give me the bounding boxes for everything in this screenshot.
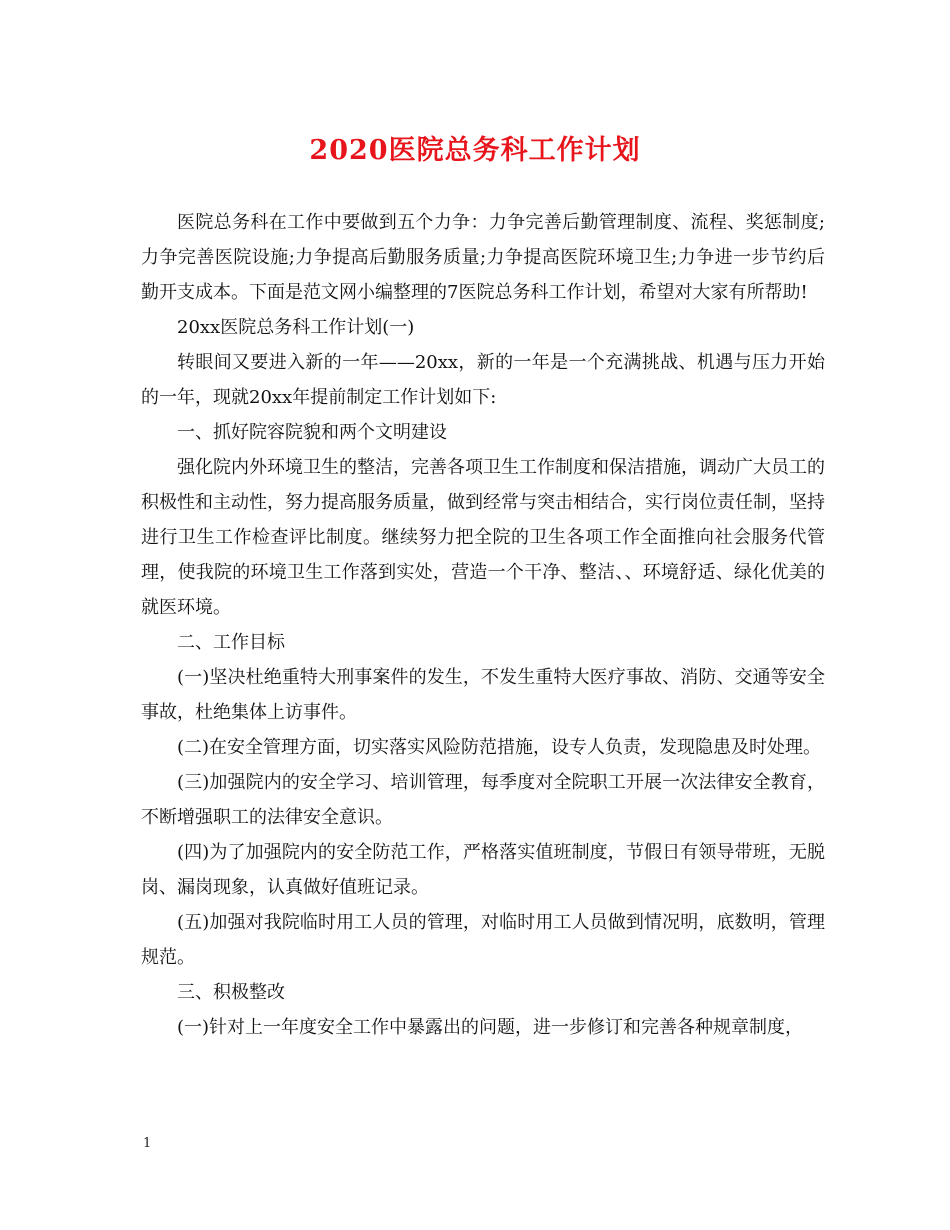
document-body	[141, 205, 825, 1045]
goal-item-3: (三)加强院内的安全学习、培训管理，每季度对全院职工开展一次法律安全教育，不断增强职工的法律安全意识。	[141, 772, 825, 828]
paragraph-new-year: 转眼间又要进入新的一年——20xx，新的一年是一个充满挑战、机遇与压力开始的一年，现就20xx年提前制定工作计划如下:	[141, 352, 825, 408]
rectification-item-1: (一)针对上一年度安全工作中暴露出的问题，进一步修订和完善各种规章制度，	[177, 1017, 804, 1038]
paragraph-plan-heading: 20xx医院总务科工作计划(一)	[177, 317, 415, 338]
goal-item-4: (四)为了加强院内的安全防范工作，严格落实值班制度，节假日有领导带班，无脱岗、漏岗现象，认真做好值班记录。	[141, 842, 825, 898]
paragraph-environment: 强化院内外环境卫生的整洁，完善各项卫生工作制度和保洁措施，调动广大员工的积极性和主动性，努力提高服务质量，做到经常与突击相结合，实行岗位责任制，坚持进行卫生工作检查评比制度。继续努力把全院的卫生各项工作全面推向社会服务代管理，使我院的环境卫生工作落到实处，营造一个干净、整洁、、环境舒适、绿化优美的就医环境。	[141, 457, 825, 618]
section-heading-1: 一、抓好院容院貌和两个文明建设	[177, 422, 447, 443]
page-number: 1	[143, 1136, 152, 1151]
section-heading-2: 二、工作目标	[177, 632, 285, 653]
goal-item-5: (五)加强对我院临时用工人员的管理，对临时用工人员做到情况明，底数明，管理规范。	[141, 912, 825, 968]
document-title: 2020医院总务科工作计划	[309, 135, 641, 166]
section-heading-3: 三、积极整改	[177, 982, 285, 1003]
goal-item-2: (二)在安全管理方面，切实落实风险防范措施，设专人负责，发现隐患及时处理。	[177, 737, 822, 758]
paragraph-intro: 医院总务科在工作中要做到五个力争：力争完善后勤管理制度、流程、奖惩制度;力争完善医院设施;力争提高后勤服务质量;力争提高医院环境卫生;力争进一步节约后勤开支成本。下面是范文网小编整理的7医院总务科工作计划，希望对大家有所帮助!	[141, 212, 825, 303]
goal-item-1: (一)坚决杜绝重特大刑事案件的发生，不发生重特大医疗事故、消防、交通等安全事故，杜绝集体上访事件。	[141, 667, 825, 723]
